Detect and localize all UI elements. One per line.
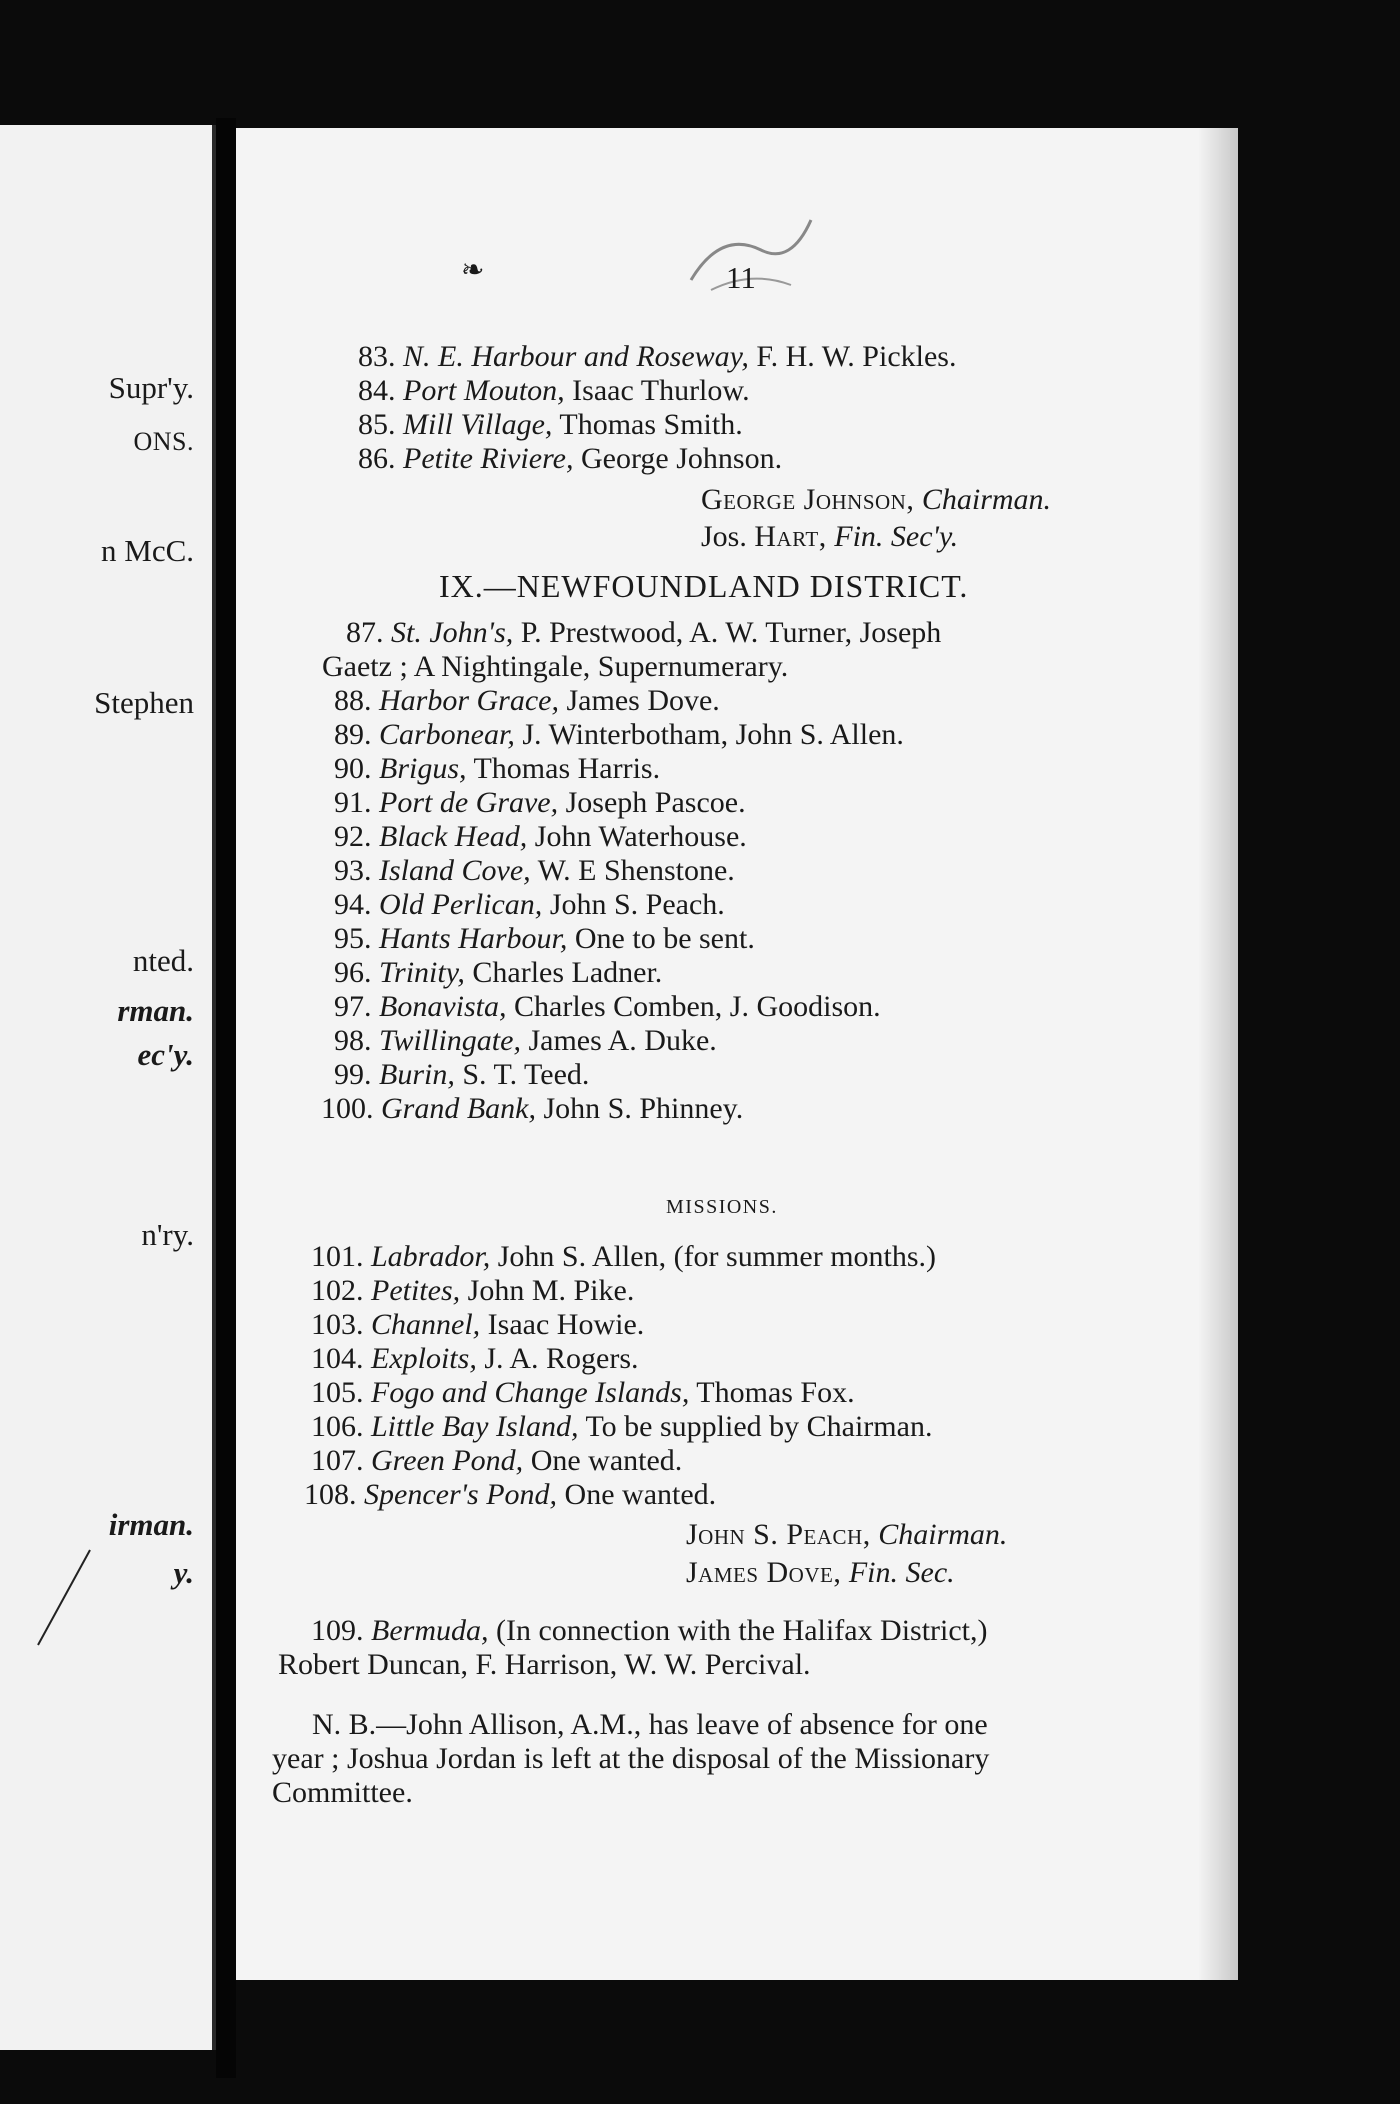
missions-heading: MISSIONS. xyxy=(666,1196,778,1218)
entry-ministers: Joseph Pascoe. xyxy=(558,786,746,819)
list-item xyxy=(311,1614,988,1648)
entry-number: 106. xyxy=(311,1410,364,1443)
entry-ministers: John S. Allen, (for summer months.) xyxy=(490,1240,937,1273)
entry-place: Fogo and Change Islands, xyxy=(371,1376,690,1409)
left-fragment: ONS. xyxy=(133,427,194,456)
entry-number: 97. xyxy=(334,990,372,1023)
chairman-signature xyxy=(686,1518,1007,1552)
district-heading: IX.—NEWFOUNDLAND DISTRICT. xyxy=(439,568,969,604)
entry-number: 103. xyxy=(311,1308,364,1341)
entry-ministers: Isaac Thurlow. xyxy=(564,374,750,407)
list-item xyxy=(334,854,735,888)
secretary-prefix: Jos. xyxy=(701,520,755,553)
entry-number: 102. xyxy=(311,1274,364,1307)
pen-stroke-mark xyxy=(30,1545,100,1655)
entry-place: Bermuda, xyxy=(371,1614,489,1647)
entry-number: 107. xyxy=(311,1444,364,1477)
entry-number: 99. xyxy=(334,1058,372,1091)
entry-number: 109. xyxy=(311,1614,364,1647)
entry-ministers: Charles Ladner. xyxy=(464,956,663,989)
entry-ministers: F. H. W. Pickles. xyxy=(748,340,957,373)
entry-place: Bonavista, xyxy=(379,990,507,1023)
entry-ministers: James Dove. xyxy=(559,684,720,717)
entry-ministers: George Johnson. xyxy=(573,442,783,475)
entry-place: Mill Village, xyxy=(403,408,553,441)
entry-ministers: J. A. Rogers. xyxy=(476,1342,639,1375)
entry-ministers: Thomas Smith. xyxy=(552,408,743,441)
entry-place: Harbor Grace, xyxy=(379,684,559,717)
secretary-name: Hart, xyxy=(754,520,827,553)
list-item xyxy=(311,1308,644,1342)
left-fragment: Stephen xyxy=(94,685,194,720)
entry-place: Trinity, xyxy=(379,956,465,989)
list-item xyxy=(311,1274,634,1308)
entry-number: 86. xyxy=(358,442,396,475)
chairman-signature xyxy=(701,483,1051,517)
list-item xyxy=(334,1024,717,1058)
list-item xyxy=(358,442,782,476)
secretary-title: Fin. Sec. xyxy=(848,1556,955,1589)
left-fragment: ec'y. xyxy=(137,1037,194,1072)
list-item xyxy=(358,340,956,374)
entry-ministers: W. E Shenstone. xyxy=(530,854,735,887)
entry-ministers: Thomas Fox. xyxy=(689,1376,855,1409)
entry-number: 95. xyxy=(334,922,372,955)
note-line: Committee. xyxy=(272,1776,413,1809)
entry-place: Twillingate, xyxy=(379,1024,521,1057)
list-item xyxy=(358,374,750,408)
entry-number: 96. xyxy=(334,956,372,989)
entry-number: 101. xyxy=(311,1240,364,1273)
list-item xyxy=(334,684,720,718)
entry-number: 90. xyxy=(334,752,372,785)
secretary-title: Fin. Sec'y. xyxy=(834,520,959,553)
entry-number: 108. xyxy=(304,1478,357,1511)
entry-place: Little Bay Island, xyxy=(371,1410,579,1443)
list-item xyxy=(334,1058,589,1092)
entry-place: Old Perlican, xyxy=(379,888,543,921)
list-item xyxy=(334,956,662,990)
entry-number: 105. xyxy=(311,1376,364,1409)
entry-place: Green Pond, xyxy=(371,1444,524,1477)
entry-ministers: John S. Peach. xyxy=(542,888,725,921)
entry-number: 100. xyxy=(321,1092,374,1125)
entry-place: Hants Harbour, xyxy=(379,922,568,955)
book-gutter xyxy=(216,118,236,2078)
list-item xyxy=(304,1478,716,1512)
entry-place: Brigus, xyxy=(379,752,467,785)
list-item xyxy=(346,616,941,650)
entry-number: 104. xyxy=(311,1342,364,1375)
entry-place: Petite Riviere, xyxy=(403,442,574,475)
entry-place: Exploits, xyxy=(371,1342,477,1375)
left-fragment: n'ry. xyxy=(141,1217,194,1252)
note-line: year ; Joshua Jordan is left at the disposal of the Missionary xyxy=(272,1742,990,1775)
left-page-edge xyxy=(0,125,216,2050)
entry-place: Port Mouton, xyxy=(403,374,565,407)
entry-ministers: John S. Phinney. xyxy=(535,1092,744,1125)
entry-number: 85. xyxy=(358,408,396,441)
entry-number: 87. xyxy=(346,616,384,649)
left-fragment: y. xyxy=(173,1555,194,1590)
list-item xyxy=(334,786,746,820)
list-item xyxy=(334,718,904,752)
entry-continuation: Gaetz ; A Nightingale, Supernumerary. xyxy=(322,650,789,683)
entry-ministers: John M. Pike. xyxy=(460,1274,635,1307)
entry-place: Channel, xyxy=(371,1308,481,1341)
entry-place: Petites, xyxy=(371,1274,461,1307)
list-item xyxy=(311,1240,936,1274)
entry-number: 83. xyxy=(358,340,396,373)
chairman-title: Chairman. xyxy=(921,483,1052,516)
entry-ministers: J. Winterbotham, John S. Allen. xyxy=(514,718,904,751)
entry-number: 89. xyxy=(334,718,372,751)
entry-place: Spencer's Pond, xyxy=(364,1478,558,1511)
entry-continuation: Robert Duncan, F. Harrison, W. W. Percival. xyxy=(278,1648,811,1681)
entry-ministers: One wanted. xyxy=(557,1478,717,1511)
list-item xyxy=(311,1376,855,1410)
entry-place: Black Head, xyxy=(379,820,528,853)
entry-ministers: Thomas Harris. xyxy=(466,752,661,785)
entry-place: St. John's, xyxy=(391,616,514,649)
left-fragment: n McC. xyxy=(101,533,194,568)
ink-mark: ❧ xyxy=(461,255,485,286)
page-number: 11 xyxy=(726,260,756,295)
entry-number: 98. xyxy=(334,1024,372,1057)
entry-ministers: James A. Duke. xyxy=(520,1024,717,1057)
left-fragment: Supr'y. xyxy=(108,370,194,405)
entry-number: 84. xyxy=(358,374,396,407)
entry-ministers: One wanted. xyxy=(523,1444,683,1477)
secretary-name: James Dove, xyxy=(686,1556,842,1589)
entry-ministers: Charles Comben, J. Goodison. xyxy=(506,990,881,1023)
entry-place: Port de Grave, xyxy=(379,786,559,819)
entry-number: 91. xyxy=(334,786,372,819)
chairman-name: George Johnson, xyxy=(701,483,915,516)
list-item xyxy=(321,1092,743,1126)
entry-ministers: To be supplied by Chairman. xyxy=(578,1410,933,1443)
entry-ministers: John Waterhouse. xyxy=(527,820,747,853)
secretary-signature xyxy=(701,520,958,554)
entry-ministers: P. Prestwood, A. W. Turner, Joseph xyxy=(513,616,942,649)
left-fragment: rman. xyxy=(117,993,194,1028)
entry-number: 88. xyxy=(334,684,372,717)
list-item xyxy=(334,990,881,1024)
list-item xyxy=(334,752,660,786)
list-item xyxy=(334,888,725,922)
left-fragment: irman. xyxy=(108,1507,194,1542)
entry-number: 94. xyxy=(334,888,372,921)
note-line: N. B.—John Allison, A.M., has leave of absence for one xyxy=(312,1708,988,1741)
chairman-name: John S. Peach, xyxy=(686,1518,871,1551)
chairman-title: Chairman. xyxy=(878,1518,1008,1551)
list-item xyxy=(311,1342,639,1376)
entry-place: Island Cove, xyxy=(379,854,531,887)
secretary-signature xyxy=(686,1556,955,1590)
list-item xyxy=(358,408,743,442)
entry-place: Labrador, xyxy=(371,1240,491,1273)
left-fragment: nted. xyxy=(132,943,194,978)
list-item xyxy=(311,1410,932,1444)
entry-place: Grand Bank, xyxy=(381,1092,536,1125)
book-page xyxy=(236,128,1238,1980)
list-item xyxy=(334,922,755,956)
entry-ministers: S. T. Teed. xyxy=(454,1058,590,1091)
entry-place: Carbonear, xyxy=(379,718,515,751)
entry-ministers: Isaac Howie. xyxy=(480,1308,645,1341)
list-item xyxy=(334,820,747,854)
entry-place: N. E. Harbour and Roseway, xyxy=(403,340,749,373)
entry-place: Burin, xyxy=(379,1058,455,1091)
entry-number: 93. xyxy=(334,854,372,887)
list-item xyxy=(311,1444,682,1478)
entry-number: 92. xyxy=(334,820,372,853)
entry-ministers: (In connection with the Halifax District,) xyxy=(488,1614,988,1647)
entry-ministers: One to be sent. xyxy=(567,922,755,955)
